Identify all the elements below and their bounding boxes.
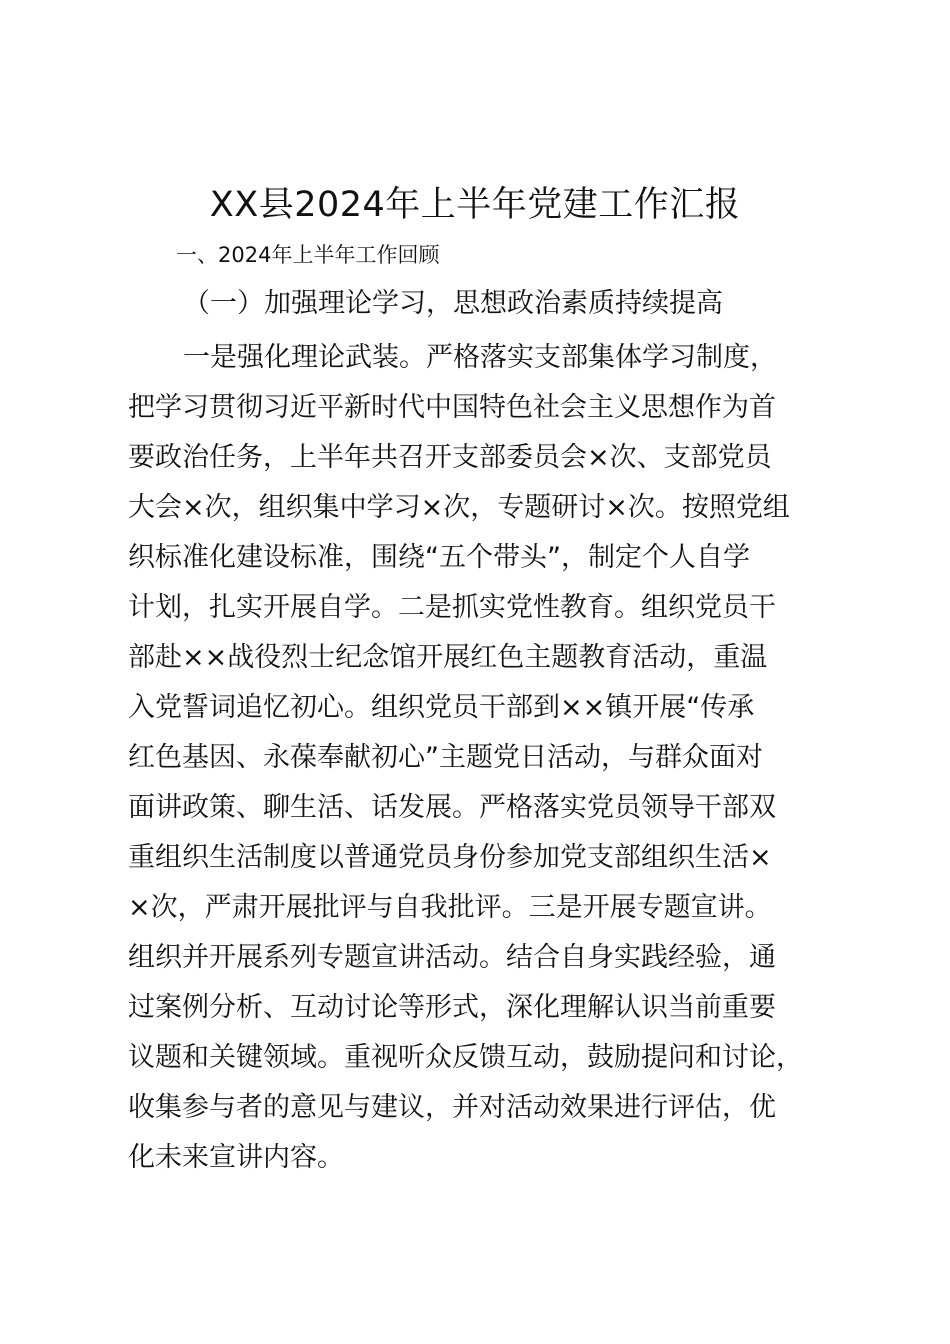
- body-line: 收集参与者的意见与建议，并对活动效果进行评估，优: [128, 1092, 776, 1123]
- body-line: 面讲政策、聊生活、话发展。严格落实党员领导干部双: [128, 792, 776, 823]
- body-line: 红色基因、永葆奉献初心”主题党日活动，与群众面对: [128, 742, 763, 773]
- body-line: 入党誓词追忆初心。组织党员干部到××镇开展“传承: [128, 692, 755, 723]
- body-line: 组织并开展系列专题宣讲活动。结合自身实践经验，通: [128, 942, 776, 973]
- body-line: 议题和关键领域。重视听众反馈互动，鼓励提问和讨论，: [128, 1042, 803, 1073]
- body-line: 要政治任务，上半年共召开支部委员会×次、支部党员: [128, 442, 772, 473]
- sub-heading: （一）加强理论学习，思想政治素质持续提高: [183, 288, 723, 319]
- body-line: 织标准化建设标准，围绕“五个带头”，制定个人自学: [128, 542, 750, 573]
- body-line: 把学习贯彻习近平新时代中国特色社会主义思想作为首: [128, 392, 776, 423]
- body-line: 重组织生活制度以普通党员身份参加党支部组织生活×: [128, 842, 772, 873]
- body-line: 一是强化理论武装。严格落实支部集体学习制度，: [183, 342, 777, 373]
- body-line: 化未来宣讲内容。: [128, 1142, 344, 1173]
- document-title: XX县2024年上半年党建工作汇报: [209, 185, 741, 225]
- section-heading: 一、2024年上半年工作回顾: [176, 243, 440, 267]
- body-line: ×次，严肃开展批评与自我批评。三是开展专题宣讲。: [128, 892, 772, 923]
- body-line: 大会×次，组织集中学习×次，专题研讨×次。按照党组: [128, 492, 790, 523]
- body-line: 过案例分析、互动讨论等形式，深化理解认识当前重要: [128, 992, 776, 1023]
- body-line: 计划，扎实开展自学。二是抓实党性教育。组织党员干: [128, 592, 776, 623]
- body-line: 部赴××战役烈士纪念馆开展红色主题教育活动，重温: [128, 642, 768, 673]
